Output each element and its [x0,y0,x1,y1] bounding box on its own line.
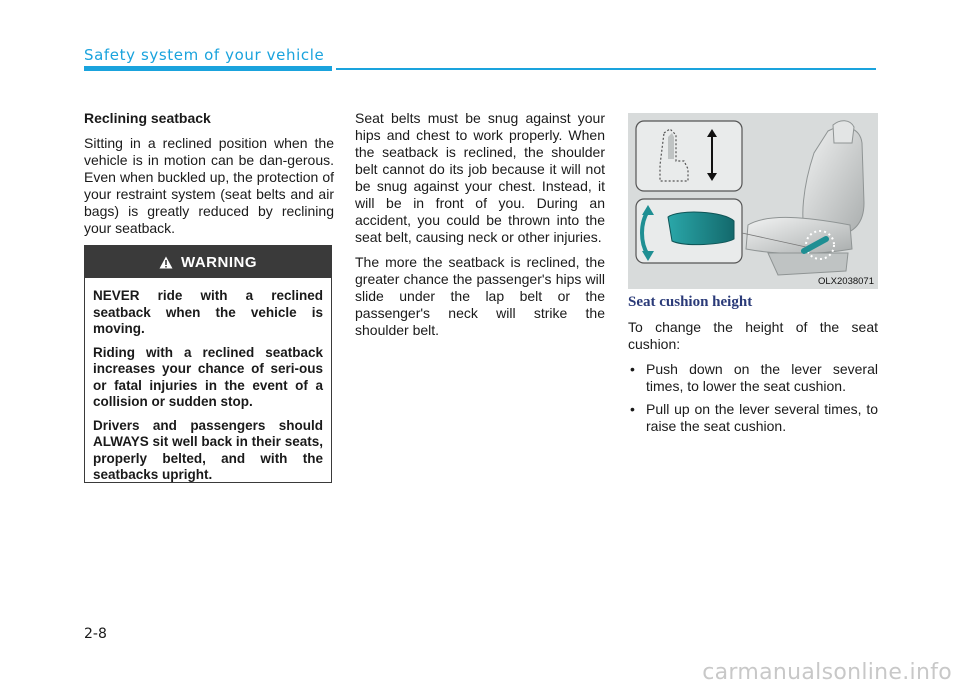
column-left [84,110,334,245]
header-bar-thin [336,68,876,70]
seat-lever-illustration [628,113,878,289]
seat-cushion-intro: To change the height of the seat cushion: [628,319,878,352]
seat-illustration-svg [628,113,878,289]
warning-header [85,246,331,278]
list-item: • Push down on the lever several times, to lower the seat cushion. [628,361,878,395]
column-middle [355,110,605,347]
seat-cushion-bullets [628,361,878,435]
warning-triangle-icon [159,256,173,269]
warning-body [85,278,331,484]
warning-paragraph: Drivers and passengers should ALWAYS sit well back in their seats, properly belted, and with the seatbacks upright. [93,417,323,482]
figure-code: OLX2038071 [818,276,874,287]
warning-label: WARNING [181,253,257,271]
seat-cushion-height-heading: Seat cushion height [628,294,753,310]
page-number: 2-8 [84,626,107,642]
recline-risk-paragraph: The more the seatback is reclined, the greater chance the passenger's hips will slide under the lap belt or the passenger's neck will strike the shoulder belt. [355,254,605,338]
seatbelt-paragraph: Seat belts must be snug against your hips and chest to work properly. When the seatback is reclined, the shoulder belt cannot do its job because it will not be snug against your chest. Instead, it will be in front of you. During an accident, you could be thrown into the seat belt, causing neck or other injuries. [355,110,605,245]
reclining-seatback-heading: Reclining seatback [84,110,211,126]
list-item: • Pull up on the lever several times, to raise the seat cushion. [628,401,878,435]
column-right [628,294,878,441]
section-title: Safety system of your vehicle [84,46,325,64]
warning-box [84,245,332,483]
warning-paragraph: NEVER ride with a reclined seatback when the vehicle is moving. [93,288,323,336]
warning-paragraph: Riding with a reclined seatback increases your chance of seri-ous or fatal injuries in the event of a collision or sudden stop. [93,344,323,409]
watermark: carmanualsonline.info [702,660,952,685]
header-bar-thick [84,66,332,71]
reclining-seatback-paragraph: Sitting in a reclined position when the vehicle is in motion can be dan-gerous. Even when buckled up, the protection of your restraint system (seat belts and air bags) is greatly reduced by reclining your seatback. [84,135,334,236]
